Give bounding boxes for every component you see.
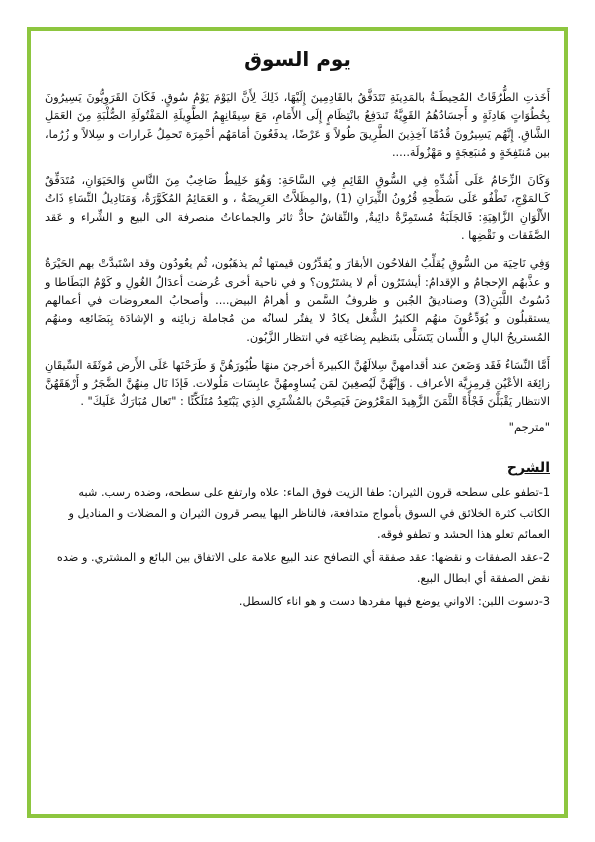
paragraph-4: أَمَّا النِّسَاءُ فَقَد وَضَعنَ عند أقدامهنَّ سِلالَهُنَّ الكبيرةَ أخرجنَ منهَا طُيُورَهُنَّ وَ طَرَحْنَها عَلَى الأَرض مُوثَقَة السِّيقَانِ زائِغَة الأعْيُنِ قِرمِزِيَّة الأعراف . وَإنَّهُنَّ لَيُصغِينَ لمَن يُساوِمهُنَّ عابِسَات مَلُولات. فَإذَا نَال مِنهُنَّ الضَّجَرُ و أَرْهَقَهُنَّ الانتظار يَقْبَلْنَ فَجْأَةً الثَّمَنَ الزَّهِيدَ المَعْرُوضَ فَيَصِحْنَ بالمُشْتَرِي الذِي يَبْتَعِدُ مُتَلَكِّئًا : "تَعال مُبَارَكٌ عَلَيكَ" . [45, 358, 550, 409]
translator-credit: "مترجم" [508, 419, 550, 434]
paragraph-1: أَخَذتِ الطُّرُقَاتُ المُحِيطَـةُ بالمَدِينَةِ تَتَدَفَّقُ بالقَادِمِينَ إِلَيْهَا، ذَلِكَ لِأَنَّ اليَوْمَ يَوْمُ سُوقٍ. فَكَانَ القَرَوِيُّونَ يَسِيرُونَ بِخُطُوَاتٍ هَادِئَةٍ و أَجسَادُهُمُ القَوِيَّةُ تَندَفِعُ بانْتِظَامٍ إِلَى الأَمَامِ، مَعَ سِيقَانِهِمُ الطَّوِيلَةِ المَفْتُولَةِ الصُّلْبَةِ مِنَ العَمَلِ الشَّاقِ. إِنَّهُم يَسِيرُونَ قُدُمًا آخِذِينَ الطَّرِيقَ طُولاً وَ عَرْضًا، يدفَعُونَ أمَامَهُم أحْمِرَة تَحمِلُ غَرارات و سِلالاً و زُرُما، بين مُنتَفِخَةٍ و مُنبَعِجَةٍ و مَهْزُولَة..... [45, 91, 550, 159]
explanation-note-1: 1-تطفو على سطحه قرون الثيران: طفا الزيت فوق الماء: علاه وارتفع على سطحه، وضده رسب. شبه الكاتب كثرة الخلائق في السوق بأمواج متدافعة، فالناظر اليها يبصر قرون الثيران و المضلات و المناديل و العمائم تعلو هذا الحشد و تطفو فوقه. [68, 485, 550, 541]
document-body [45, 45, 550, 805]
paragraph-2: وَكَانَ الزِّحَامُ عَلَى أَشُدِّهِ فِي السُّوقِ القَائِمِ فِي السَّاحَةِ: وَهُوَ خَلِيطٌ صَاخِبٌ مِنَ النَّاسِ وَالحَيَوَانِ، مُتَدَفِّقٌ كَـالمَوْجِ، تَطْفُو عَلَى سَطْحِهِ قُرُونُ الثِّيرَانِ (1) ,والمِظَلاَّتُ العَرِيضَةُ ، و العَمَائِمُ المُكَوَّرَةُ، وَمَنَادِيلُ النِّسَاءِ ذَاتُ الأَلْوَانِ الزَّاهِيَةِ: فَالجَلَبَةُ مُستَمِرَّةٌ دائِبةٌ, والنِّقاشُ حادٌّ ثائر والجماعاتُ منصرفة الى البيع و الشِّراء و عَقد الصَّفَقات و نَقْضِها . [45, 174, 550, 243]
document-title: يوم السوق [244, 47, 351, 71]
paragraph-3: وَفِي نَاحِيَة من السُّوقِ يُقلِّبُ الفلاحُون الأبقارَ و يُقدِّرُون قيمتها ثُم يذهَبُون، ثُم يعُودُون وقد اسْتَبدَّتْ بهم الحَيْرَةُ و عذَّبهُم الإحجامُ و الإقدامُ: أيشتَرُون أم لا يشتَرُون؟ و في ناحية أخرى عُرضت أعدَالُ الغُولِ و كَوْمُ البَطَاطا و دُسُوتُ اللَّبَنِ(3) وصناديقُ الجُبن و ظروفُ السَّمن و أهرامُ البيض.... وأصحابُ المعروضات في أعمالهم يستقبلُون و يُوَدِّعُونَ منهُم الكثيرُ الشُّغل يكادُ لا يفتُر لسانُه من مُجاملة زبائِنه و الإشادَة بِبَضَائعِه ومنهُم المُستريحُ البالِ و اللِّسان يَتَسَلَّى بتَنظيم بِضاعَتِه في انتظار الزَّبُون. [45, 257, 550, 344]
explanation-heading: الشرح [506, 459, 550, 476]
explanation-note-2: 2-عقد الصفقات و نقضها: عقد صفقة أي التصافح عند البيع علامة على الاتفاق بين البائع و المشتري. و ضده نقض الصفقة أي ابطال البيع. [56, 550, 550, 585]
explanation-note-3: 3-دسوت اللبن: الاواني يوضع فيها مفردها دست و هو اناء كالسطل. [238, 594, 550, 608]
